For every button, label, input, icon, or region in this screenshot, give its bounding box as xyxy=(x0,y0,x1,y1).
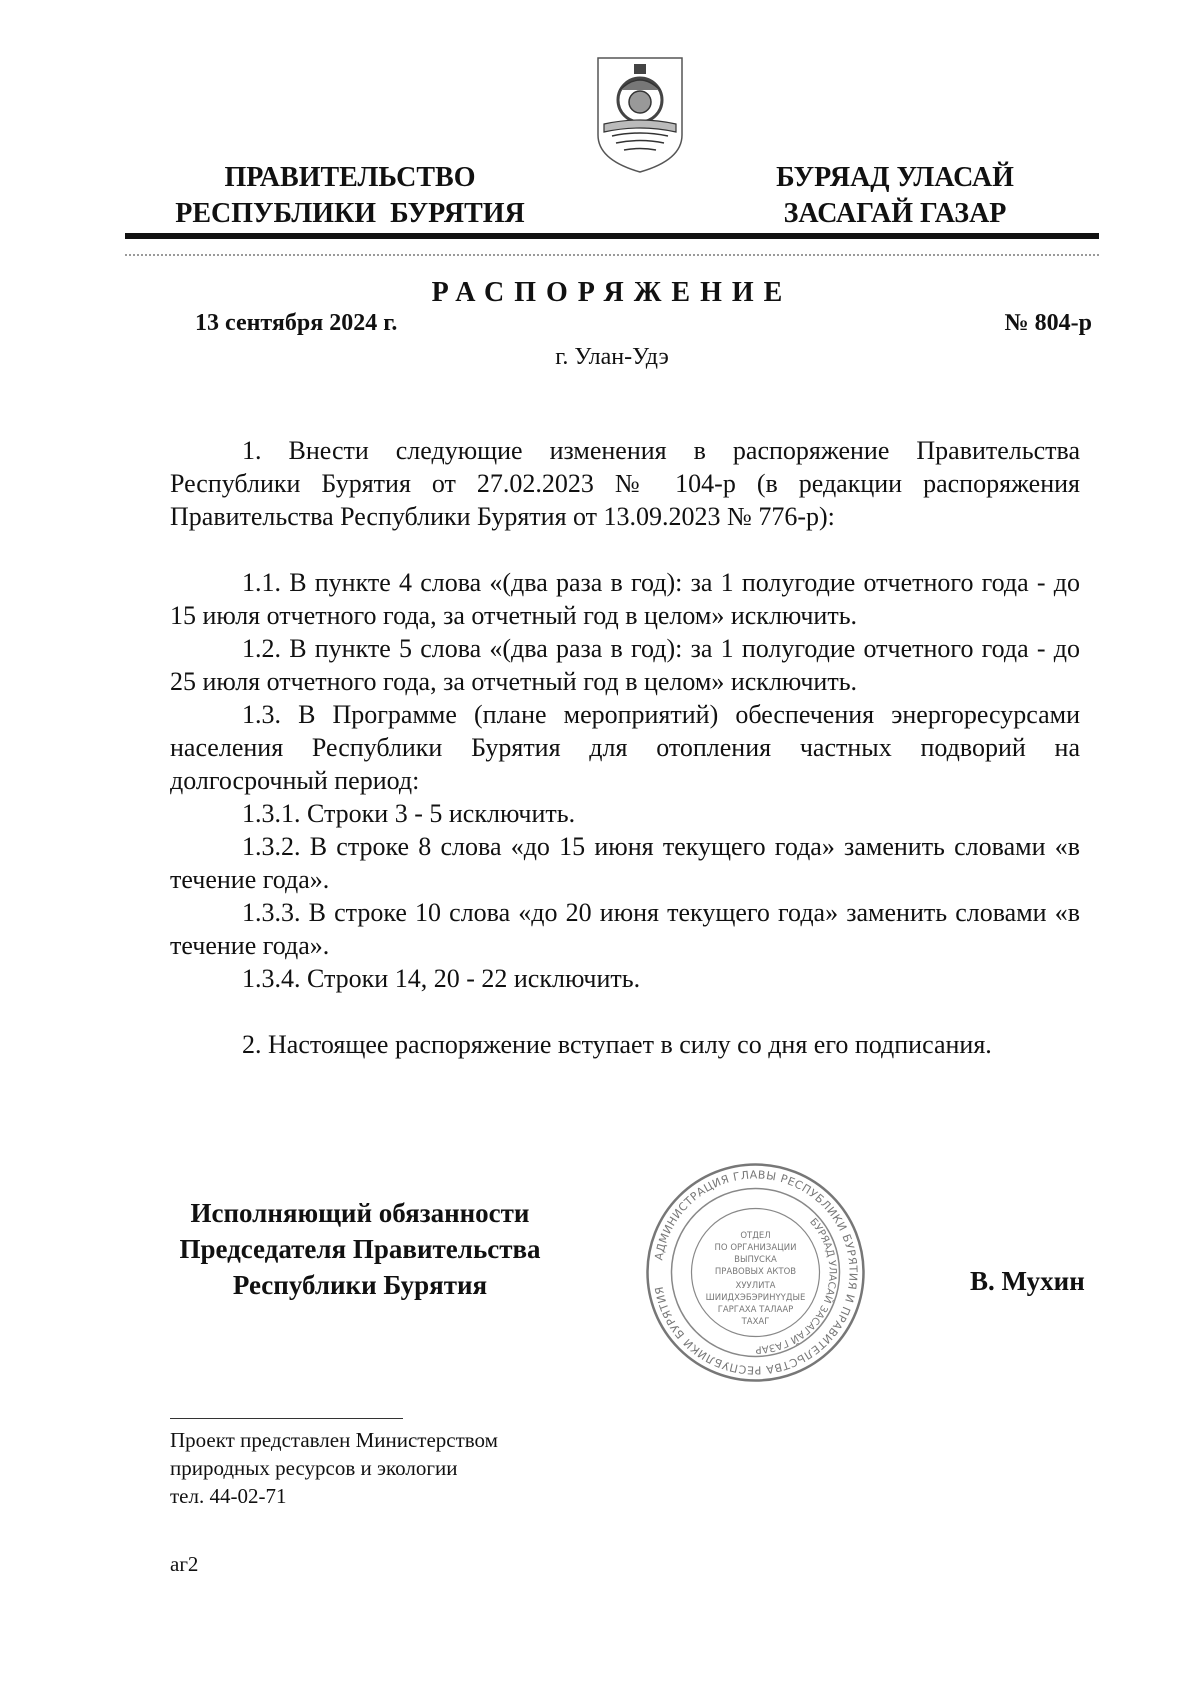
stamp-center-line-5: ХУУЛИТА xyxy=(735,1281,776,1291)
footnote-phone: тел. 44-02-71 xyxy=(170,1484,287,1508)
document-type: РАСПОРЯЖЕНИЕ xyxy=(431,277,793,308)
official-stamp xyxy=(643,1160,868,1385)
footnote-line-1: Проект представлен Министерством xyxy=(170,1428,498,1452)
issuer-name-bua xyxy=(745,160,1045,232)
document-date: 13 сентября 2024 г. xyxy=(195,310,398,336)
issuer-bua-line-1: БУРЯАД УЛАСАЙ xyxy=(776,162,1014,193)
stamp-center-line-2: ПО ОРГАНИЗАЦИИ xyxy=(714,1243,797,1253)
reference-code: аг2 xyxy=(170,1552,199,1576)
issuer-name-ru xyxy=(150,160,550,232)
issuer-line-1: ПРАВИТЕЛЬСТВО xyxy=(224,162,476,193)
signatory-title-line-2: Председателя Правительства xyxy=(179,1234,541,1264)
paragraph-1-3-1: 1.3.1. Строки 3 - 5 исключить. xyxy=(242,799,576,828)
issuer-bua-line-2: ЗАСАГАЙ ГАЗАР xyxy=(783,198,1007,229)
document-body xyxy=(170,434,1080,1061)
paragraph-2: 2. Настоящее распоряжение вступает в силу со дня его подписания. xyxy=(242,1030,992,1059)
issuer-line-2: РЕСПУБЛИКИ БУРЯТИЯ xyxy=(175,198,525,229)
document-city: г. Улан-Удэ xyxy=(555,344,669,370)
stamp-center-line-8: ТАХАГ xyxy=(741,1317,770,1327)
signatory-title-line-3: Республики Бурятия xyxy=(232,1270,488,1300)
stamp-center-line-6: ШИИДХЭБЭРИНҮҮДЫЕ xyxy=(705,1293,806,1303)
stamp-center-line-3: ВЫПУСКА xyxy=(734,1255,777,1265)
stamp-center-line-7: ГАРГАХА ТАЛААР xyxy=(717,1305,794,1315)
footnote-divider xyxy=(170,1418,403,1419)
stamp-center-line-4: ПРАВОВЫХ АКТОВ xyxy=(714,1267,797,1277)
header-divider xyxy=(125,233,1099,239)
signatory-title-line-1: Исполняющий обязанности xyxy=(190,1198,530,1228)
paragraph-1-3-4: 1.3.4. Строки 14, 20 - 22 исключить. xyxy=(242,964,641,993)
coat-of-arms-icon xyxy=(590,50,690,175)
signatory-title xyxy=(150,1195,570,1303)
paragraph-1: 1. Внести следующие изменения в распоряжение Правительства Республики Бурятия от 27.02.2023 № 104-р (в редакции распоряжения Правительства Республики Бурятия от 13.09.2023 № 776-р): xyxy=(170,436,1080,531)
footnote xyxy=(170,1426,498,1510)
header-dotted-divider xyxy=(125,254,1099,256)
signatory-name: В. Мухин xyxy=(970,1266,1085,1296)
stamp-outer-text: АДМИНИСТРАЦИЯ ГЛАВЫ РЕСПУБЛИКИ БУРЯТИЯ И ПРАВИТЕЛЬСТВА РЕСПУБЛИКИ БУРЯТИЯ xyxy=(652,1168,860,1377)
paragraph-1-2: 1.2. В пункте 5 слова «(два раза в год): за 1 полугодие отчетного года - до 25 июля отчетного года, за отчетный год в целом» исключить. xyxy=(170,634,1080,696)
document-number: № 804-р xyxy=(1004,310,1092,336)
paragraph-1-1: 1.1. В пункте 4 слова «(два раза в год): за 1 полугодие отчетного года - до 15 июля отчетного года, за отчетный год в целом» исключить. xyxy=(170,568,1080,630)
stamp-center-line-1: ОТДЕЛ xyxy=(740,1231,771,1241)
paragraph-1-3-2: 1.3.2. В строке 8 слова «до 15 июня текущего года» заменить словами «в течение года». xyxy=(170,832,1080,894)
paragraph-1-3: 1.3. В Программе (плане мероприятий) обеспечения энергоресурсами населения Республики Бурятия для отопления частных подворий на долгосрочный период: xyxy=(170,700,1080,795)
stamp-inner-text: БУРЯАД УЛАСАЙ ЗАСАГАЙ ГАЗАР xyxy=(755,1216,838,1355)
paragraph-1-3-3: 1.3.3. В строке 10 слова «до 20 июня текущего года» заменить словами «в течение года». xyxy=(170,898,1080,960)
footnote-line-2: природных ресурсов и экологии xyxy=(170,1456,458,1480)
